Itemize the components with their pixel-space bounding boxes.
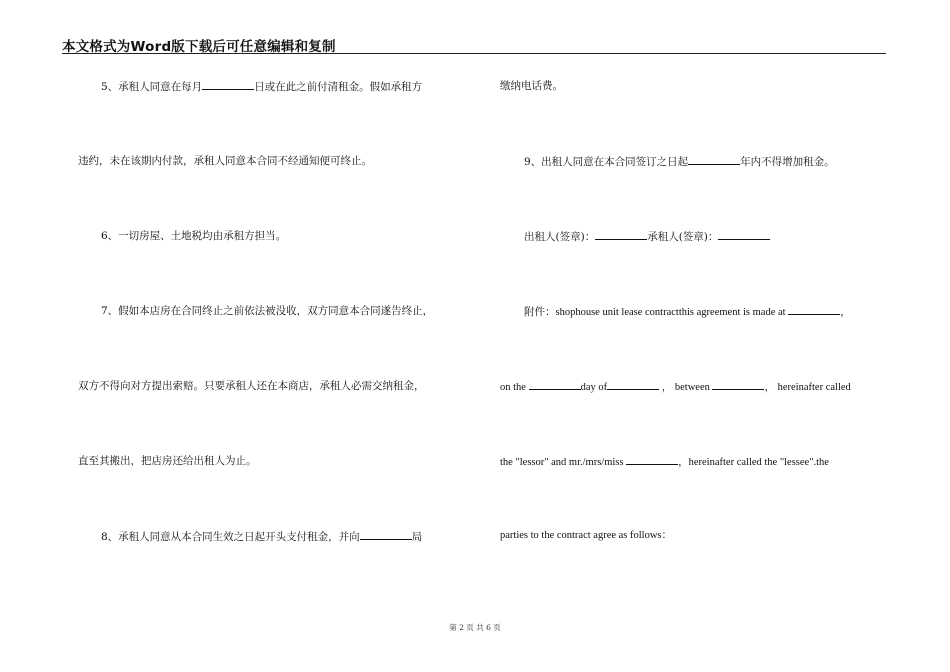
blank-lessee-signature [718, 229, 770, 240]
clause-9-suffix: 年内不得增加租金。 [740, 156, 835, 168]
blank-years [688, 154, 740, 165]
blank-day-of-month [202, 79, 254, 90]
annex-line-2-c: ， between [661, 382, 710, 393]
clause-8 [101, 529, 422, 544]
clause-8-continued: 缴纳电话费。 [500, 80, 563, 92]
annex-line-3-b: ，hereinafter called the "lessee".the [678, 457, 829, 468]
annex-line-2-a: on the [500, 382, 526, 393]
clause-8-prefix: 8、承租人同意从本合同生效之日起开头支付租金，并向 [101, 531, 360, 543]
blank-lessee-name [626, 454, 678, 465]
annex-line-2-b: day of [580, 382, 608, 393]
blank-lessor-name [712, 379, 764, 390]
annex-line-4: parties to the contract agree as follows： [500, 530, 673, 541]
lessee-signature-label: 承租人(签章)： [647, 231, 719, 243]
annex-line-3-a: the "lessor" and mr./mrs/miss [500, 457, 624, 468]
clause-5-suffix: 日或在此之前付清租金。假如承租方 [254, 81, 423, 93]
clause-9-prefix: 9、出租人同意在本合同签订之日起 [524, 156, 689, 168]
page-header [62, 33, 886, 54]
annex-line-1 [524, 304, 851, 320]
annex-line-2-d: ， hereinafter called [764, 382, 851, 393]
blank-place [788, 304, 840, 315]
blank-bureau [360, 529, 412, 540]
lessor-signature-label: 出租人(签章)： [524, 231, 596, 243]
clause-5-prefix: 5、承租人同意在每月 [101, 81, 203, 93]
page-number: 第 2 页 共 6 页 [449, 623, 501, 632]
clause-7-continued-1: 双方不得向对方提出索赔。只要承租人还在本商店，承租人必需交纳租金， [78, 380, 425, 392]
annex-heading: 附件：shophouse unit lease contractthis agreement is made at [524, 307, 786, 318]
annex-line-3 [500, 454, 829, 470]
clause-9 [524, 154, 835, 169]
clause-5-continued: 违约，未在该期内付款，承租人同意本合同不经通知便可终止。 [78, 155, 372, 167]
clause-6: 6、一切房屋、土地税均由承租方担当。 [101, 230, 287, 242]
blank-month [607, 379, 659, 390]
annex-line-1-end: ， [840, 307, 851, 318]
clause-5 [101, 79, 422, 94]
annex-line-2 [500, 379, 851, 395]
blank-lessor-signature [595, 229, 647, 240]
clause-8-suffix: 局 [411, 531, 423, 543]
clause-7: 7、假如本店房在合同终止之前依法被没收，双方同意本合同遂告终止， [101, 305, 434, 317]
blank-day [529, 379, 581, 390]
signature-line [524, 229, 770, 244]
clause-7-continued-2: 直至其搬出，把店房还给出租人为止。 [78, 455, 257, 467]
header-title: 本文格式为Word版下载后可任意编辑和复制 [62, 39, 336, 55]
